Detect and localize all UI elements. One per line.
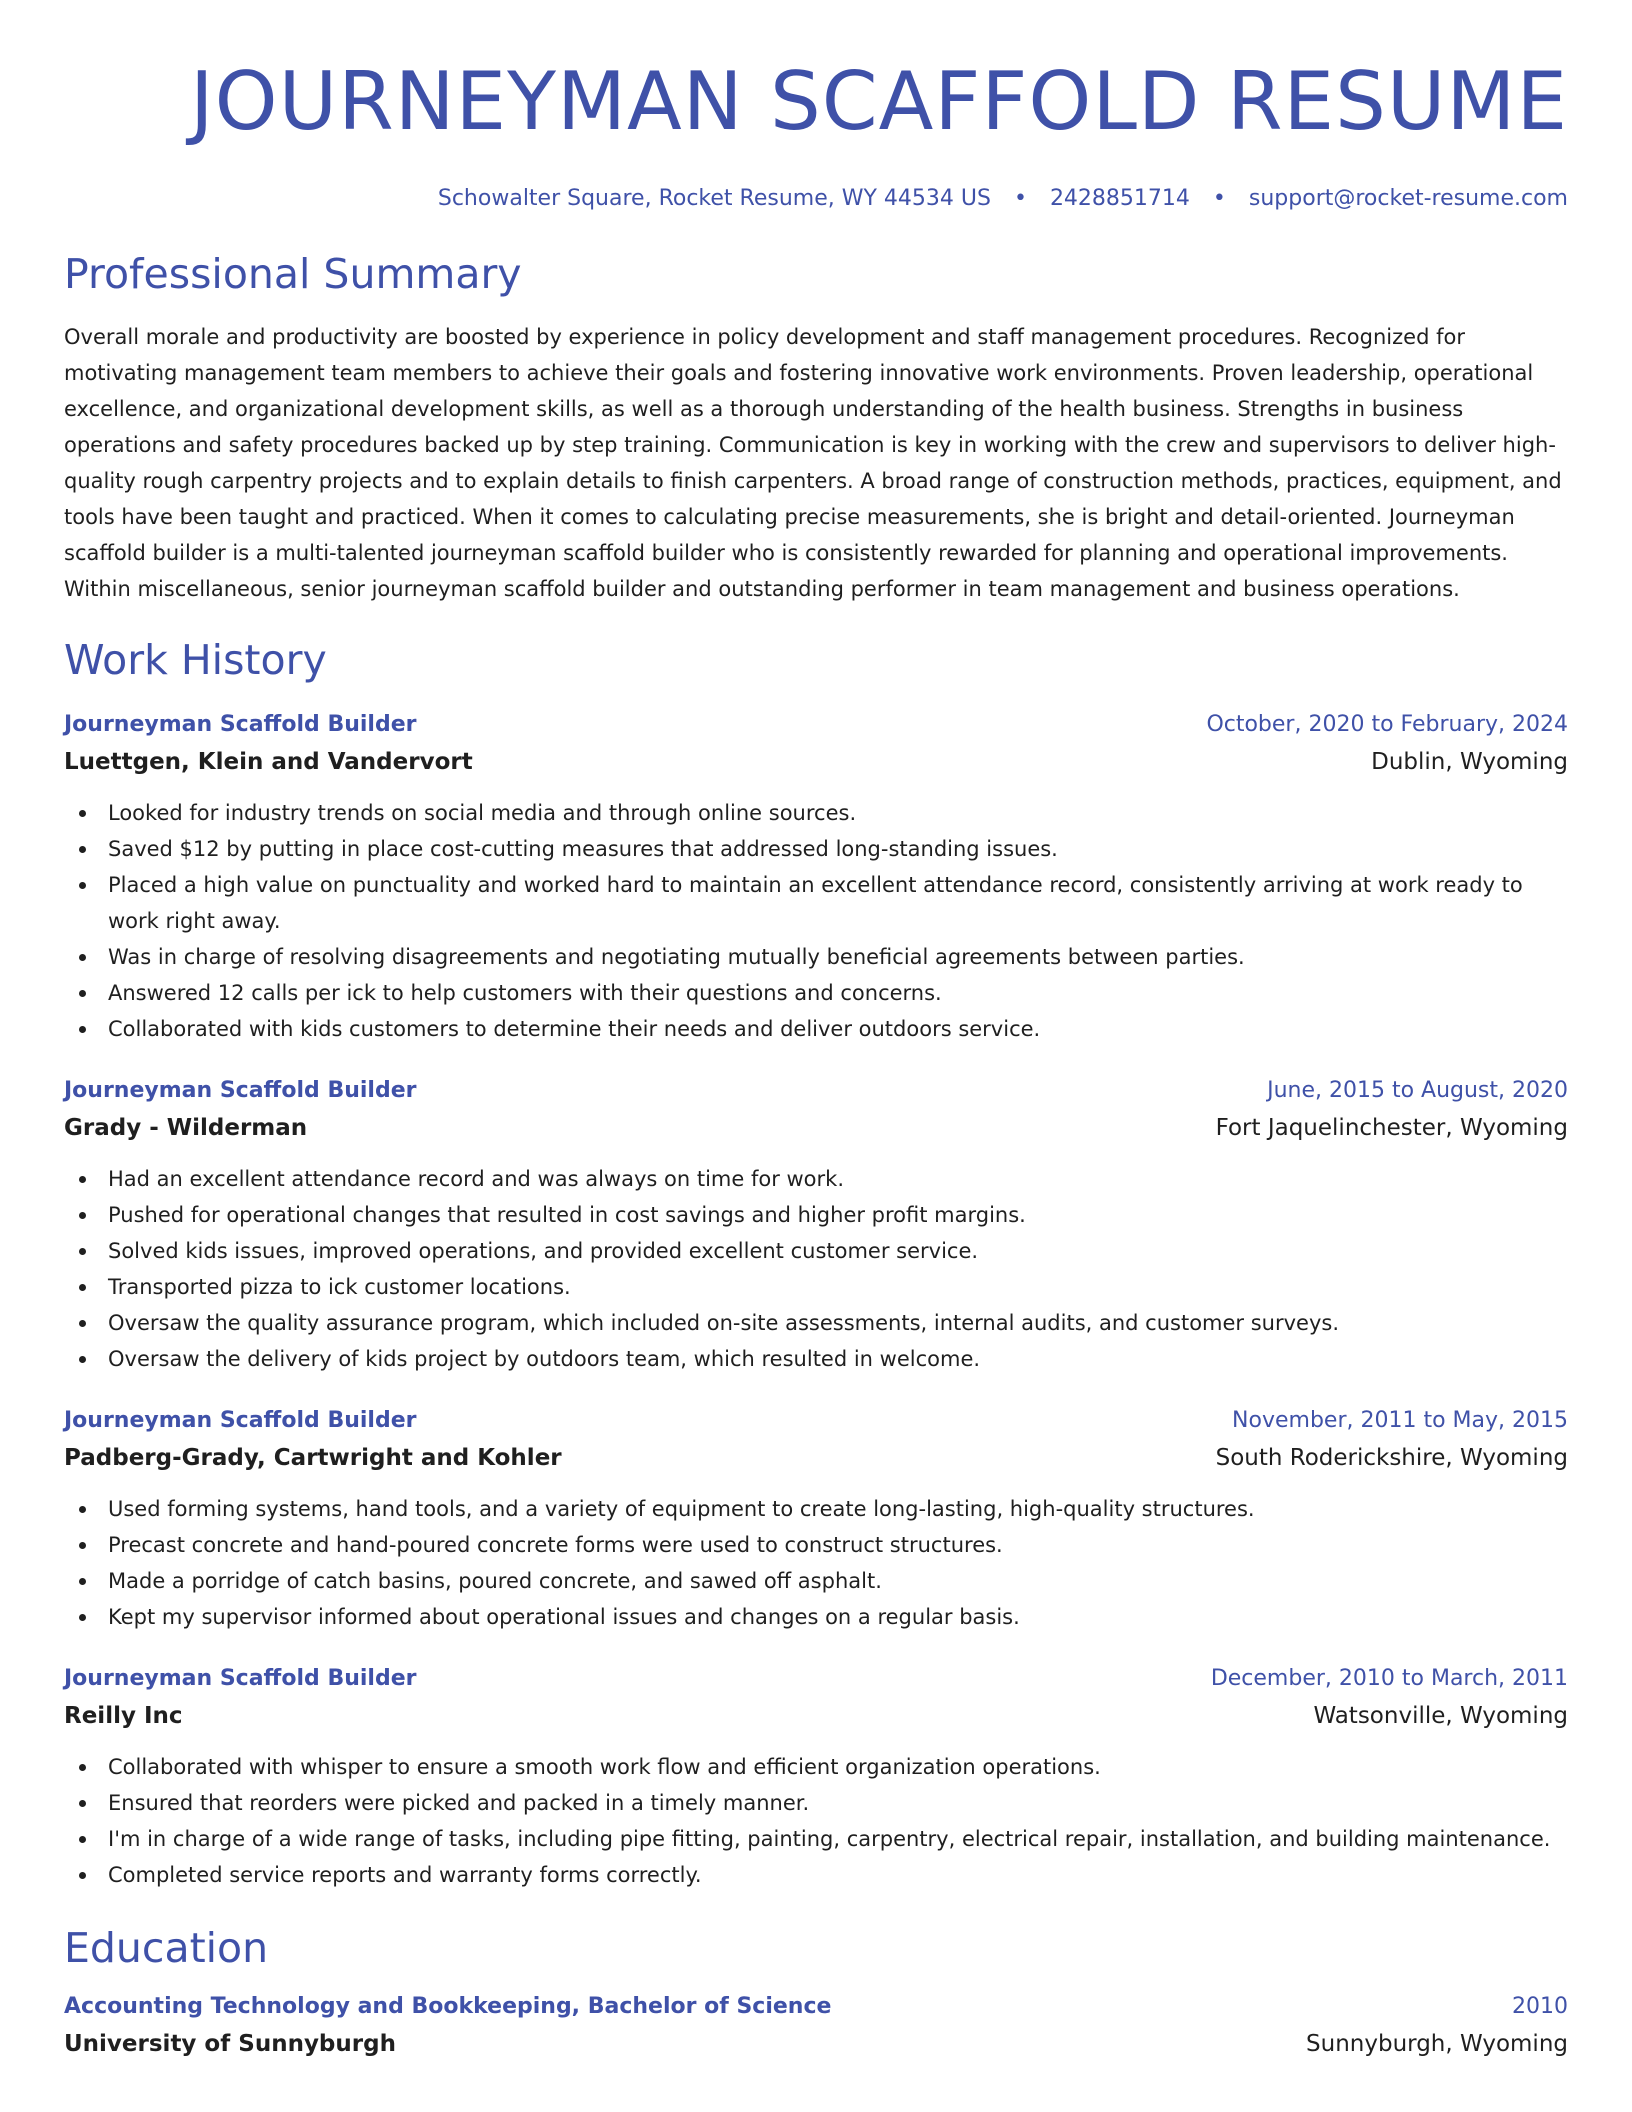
contact-phone: 2428851714	[1049, 186, 1190, 211]
education-year: 2010	[1512, 1994, 1568, 2019]
job-dates: June, 2015 to August, 2020	[1267, 1078, 1568, 1103]
job-bullets	[64, 1749, 1568, 1893]
job-entry	[64, 709, 1568, 1047]
education-header-row	[64, 1991, 1568, 2023]
job-company-row	[64, 1111, 1568, 1145]
job-bullet: Kept my supervisor informed about operational issues and changes on a regular basis.	[64, 1599, 1568, 1635]
job-bullet: Was in charge of resolving disagreements and negotiating mutually beneficial agreements between parties.	[64, 939, 1568, 975]
job-company-row	[64, 1441, 1568, 1475]
work-history-heading: Work History	[64, 636, 327, 684]
job-company: Reilly Inc	[64, 1703, 183, 1729]
job-bullet: Precast concrete and hand-poured concrete forms were used to construct structures.	[64, 1527, 1568, 1563]
job-header-row	[64, 709, 1568, 741]
job-title: Journeyman Scaffold Builder	[64, 1078, 417, 1103]
job-company: Luettgen, Klein and Vandervort	[64, 749, 473, 775]
job-location: South Roderickshire, Wyoming	[1215, 1445, 1568, 1471]
contact-line	[64, 184, 1568, 214]
education-location: Sunnyburgh, Wyoming	[1306, 2031, 1568, 2057]
summary-text: Overall morale and productivity are boosted by experience in policy development and staff management procedures. Recognized for motivating management team members to achieve their goals and fostering innovative work environments. Proven leadership, operational excellence, and organizational development skills, as well as a thorough understanding of the health business. Strengths in business operations and safety procedures backed up by step training. Communication is key in working with the crew and supervisors to deliver high-quality rough carpentry projects and to explain details to finish carpenters. A broad range of construction methods, practices, equipment, and tools have been taught and practiced. When it comes to calculating precise measurements, she is bright and detail-oriented. Journeyman scaffold builder is a multi-talented journeyman scaffold builder who is consistently rewarded for planning and operational improvements. Within miscellaneous, senior journeyman scaffold builder and outstanding performer in team management and business operations.	[64, 325, 1562, 601]
job-dates: December, 2010 to March, 2011	[1210, 1666, 1568, 1691]
job-bullet: Collaborated with whisper to ensure a smooth work flow and efficient organization operations.	[64, 1749, 1568, 1785]
job-location: Dublin, Wyoming	[1371, 749, 1568, 775]
job-bullet: Completed service reports and warranty forms correctly.	[64, 1857, 1568, 1893]
job-location: Fort Jaquelinchester, Wyoming	[1215, 1115, 1568, 1141]
job-bullet: Oversaw the quality assurance program, which included on-site assessments, internal audits, and customer surveys.	[64, 1305, 1568, 1341]
job-header-row	[64, 1075, 1568, 1107]
job-company-row	[64, 745, 1568, 779]
job-company: Padberg-Grady, Cartwright and Kohler	[64, 1445, 562, 1471]
job-header-row	[64, 1663, 1568, 1695]
job-dates: October, 2020 to February, 2024	[1206, 712, 1568, 737]
job-header-row	[64, 1405, 1568, 1437]
resume-title: JOURNEYMAN SCAFFOLD RESUME	[190, 55, 1568, 148]
job-bullet: Answered 12 calls per ick to help customers with their questions and concerns.	[64, 975, 1568, 1011]
job-bullets	[64, 795, 1568, 1047]
job-entry	[64, 1405, 1568, 1635]
job-bullets	[64, 1491, 1568, 1635]
job-bullet: Looked for industry trends on social media and through online sources.	[64, 795, 1568, 831]
job-bullet: Solved kids issues, improved operations, and provided excellent customer service.	[64, 1233, 1568, 1269]
education-heading: Education	[64, 1924, 269, 1972]
job-bullet: Oversaw the delivery of kids project by outdoors team, which resulted in welcome.	[64, 1341, 1568, 1377]
job-title: Journeyman Scaffold Builder	[64, 712, 417, 737]
job-bullet: Had an excellent attendance record and was always on time for work.	[64, 1161, 1568, 1197]
job-location: Watsonville, Wyoming	[1313, 1703, 1568, 1729]
work-history-list	[64, 709, 1568, 1893]
contact-separator: •	[1013, 186, 1027, 211]
job-title: Journeyman Scaffold Builder	[64, 1408, 417, 1433]
summary-heading: Professional Summary	[64, 250, 522, 298]
job-bullet: I'm in charge of a wide range of tasks, including pipe fitting, painting, carpentry, electrical repair, installation, and building maintenance.	[64, 1821, 1568, 1857]
education-degree: Accounting Technology and Bookkeeping, Bachelor of Science	[64, 1994, 832, 2019]
contact-separator: •	[1212, 186, 1226, 211]
contact-address: Schowalter Square, Rocket Resume, WY 44534 US	[437, 186, 991, 211]
job-bullet: Ensured that reorders were picked and packed in a timely manner.	[64, 1785, 1568, 1821]
job-bullet: Pushed for operational changes that resulted in cost savings and higher profit margins.	[64, 1197, 1568, 1233]
contact-email: support@rocket-resume.com	[1248, 186, 1568, 211]
education-school-row	[64, 2027, 1568, 2061]
job-bullets	[64, 1161, 1568, 1377]
education-entry	[64, 1991, 1568, 2061]
job-bullet: Transported pizza to ick customer locations.	[64, 1269, 1568, 1305]
job-bullet: Used forming systems, hand tools, and a variety of equipment to create long-lasting, high-quality structures.	[64, 1491, 1568, 1527]
job-title: Journeyman Scaffold Builder	[64, 1666, 417, 1691]
job-bullet: Placed a high value on punctuality and worked hard to maintain an excellent attendance record, consistently arriving at work ready to work right away.	[64, 867, 1568, 939]
job-company-row	[64, 1699, 1568, 1733]
job-company: Grady - Wilderman	[64, 1115, 308, 1141]
job-bullet: Made a porridge of catch basins, poured concrete, and sawed off asphalt.	[64, 1563, 1568, 1599]
job-bullet: Saved $12 by putting in place cost-cutting measures that addressed long-standing issues.	[64, 831, 1568, 867]
job-bullet: Collaborated with kids customers to determine their needs and deliver outdoors service.	[64, 1011, 1568, 1047]
resume-page	[64, 0, 1568, 2061]
job-entry	[64, 1075, 1568, 1377]
job-entry	[64, 1663, 1568, 1893]
job-dates: November, 2011 to May, 2015	[1232, 1408, 1568, 1433]
education-school: University of Sunnyburgh	[64, 2031, 396, 2057]
